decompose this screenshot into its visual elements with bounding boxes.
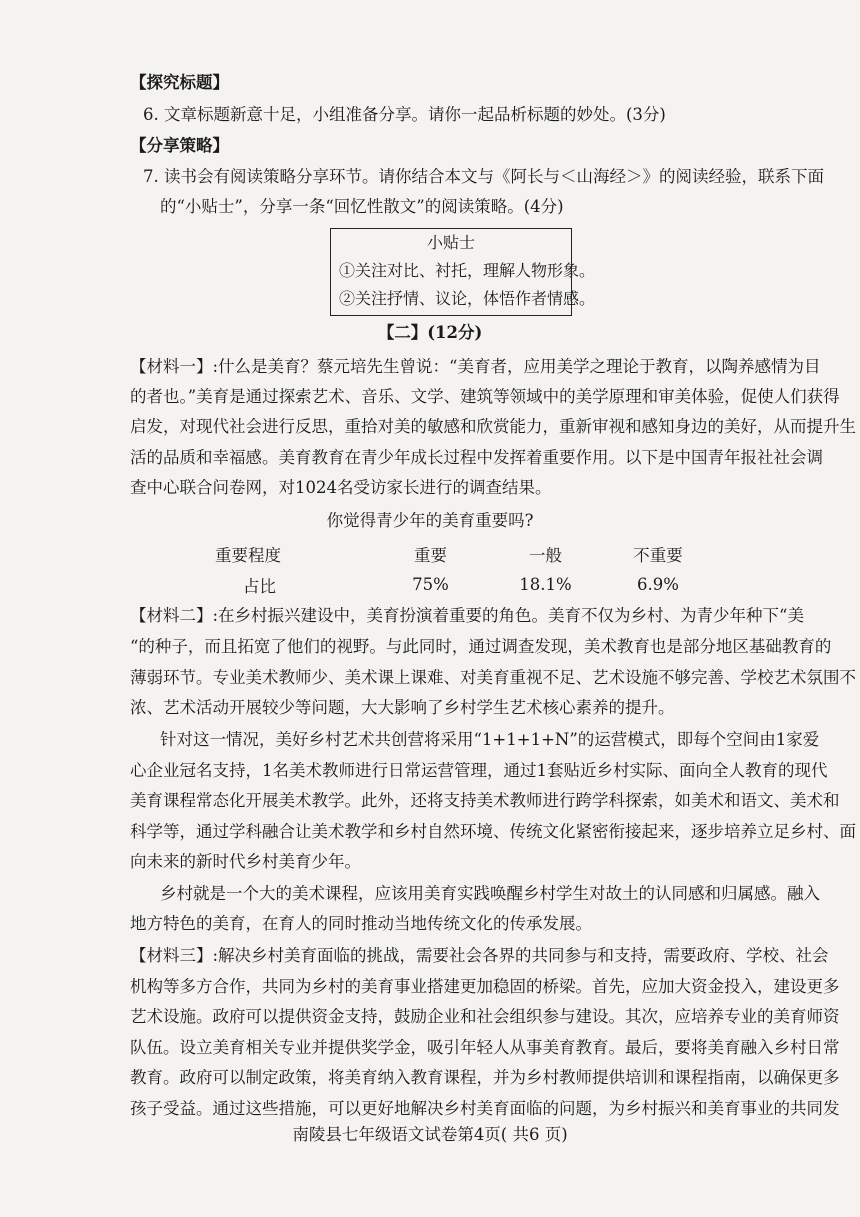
- material-2-line: “的种子，而且拓宽了他们的视野。与此同时，通过调查发现，美术教育也是部分地区基础教育的: [130, 637, 832, 656]
- survey-value-cell: 6.9%: [637, 575, 679, 594]
- material-2-line: 薄弱环节。专业美术教师少、美术课上课难、对美育重视不足、艺术设施不够完善、学校艺术氛围不: [130, 668, 856, 687]
- material-2-p2-line: 向未来的新时代乡村美育少年。: [130, 852, 361, 871]
- material-1-line: 的者也。”美育是通过探索艺术、音乐、文学、建筑等领域中的美学原理和审美体验，促使人们获得: [130, 387, 840, 406]
- survey-value-cell: 75%: [412, 575, 449, 594]
- survey-question: 你觉得青少年的美育重要吗?: [326, 511, 534, 530]
- tips-title: 小贴士: [426, 233, 475, 252]
- tips-item: ②关注抒情、议论，体悟作者情感。: [339, 289, 596, 308]
- material-3-line: 教育。政府可以制定政策，将美育纳入教育课程，并为乡村教师提供培训和课程指南，以确保更多: [130, 1068, 840, 1087]
- material-3-line: 孩子受益。通过这些措施，可以更好地解决乡村美育面临的问题，为乡村振兴和美育事业的共同发: [130, 1099, 840, 1118]
- survey-header-cell: 不重要: [633, 545, 683, 565]
- material-3-line: 艺术设施。政府可以提供资金支持，鼓励企业和社会组织参与建设。其次，应培养专业的美育师资: [130, 1007, 840, 1026]
- material-1-line: 【材料一】:什么是美育？蔡元培先生曾说：“美育者，应用美学之理论于教育，以陶养感情为目: [130, 357, 821, 376]
- material-2-p3-line: 乡村就是一个大的美术课程，应该用美育实践唤醒乡村学生对故土的认同感和归属感。融入: [160, 884, 820, 903]
- material-2-p2-line: 心企业冠名支持，1名美术教师进行日常运营管理，通过1套贴近乡村实际、面向全人教育的现代: [130, 761, 828, 780]
- material-2-line: 【材料二】:在乡村振兴建设中，美育扮演着重要的角色。美育不仅为乡村、为青少年种下“美: [130, 606, 804, 625]
- material-2-p2-line: 科学等，通过学科融合让美术教学和乡村自然环境、传统文化紧密衔接起来，逐步培养立足乡村、面: [130, 822, 856, 841]
- material-2-p3-line: 地方特色的美育，在育人的同时推动当地传统文化的传承发展。: [130, 914, 592, 933]
- material-1-line: 活的品质和幸福感。美育教育在青少年成长过程中发挥着重要作用。以下是中国青年报社社会调: [130, 448, 823, 467]
- tips-item: ①关注对比、衬托，理解人物形象。: [339, 261, 596, 280]
- survey-header-cell: 重要程度: [215, 545, 281, 565]
- section-share-title: 【分享策略】: [130, 136, 229, 155]
- page-footer: 南陵县七年级语文试卷第4页( 共6 页): [292, 1125, 568, 1144]
- survey-table: [215, 538, 713, 600]
- survey-header-row: [215, 538, 713, 569]
- material-3-line: 【材料三】:解决乡村美育面临的挑战，需要社会各界的共同参与和支持，需要政府、学校、社会: [130, 946, 829, 965]
- survey-value-cell: 占比: [243, 576, 276, 596]
- survey-header-cell: 一般: [529, 545, 562, 565]
- material-2-p2-line: 针对这一情况，美好乡村艺术共创营将采用“1+1+1+N”的运营模式，即每个空间由1家爱: [160, 730, 820, 749]
- material-3-line: 队伍。设立美育相关专业并提供奖学金，吸引年轻人从事美育教育。最后，要将美育融入乡村日常: [130, 1038, 840, 1057]
- material-3-line: 机构等多方合作，共同为乡村的美育事业搭建更加稳固的桥梁。首先，应加大资金投入，建设更多: [130, 977, 840, 996]
- question-7-line-1: 7. 读书会有阅读策略分享环节。请你结合本文与《阿长与＜山海经＞》的阅读经验，联系下面: [143, 167, 824, 186]
- tips-box: [330, 228, 596, 316]
- survey-value-row: [215, 569, 713, 600]
- question-6: 6. 文章标题新意十足，小组准备分享。请你一起品析标题的妙处。(3分): [143, 105, 666, 124]
- survey-header-cell: 重要: [414, 545, 447, 565]
- part-2-heading: 【二】(12分): [377, 323, 483, 342]
- material-2-p2-line: 美育课程常态化开展美术教学。此外，还将支持美术教师进行跨学科探索，如美术和语文、美术和: [130, 791, 840, 810]
- question-7-line-2: 的“小贴士”，分享一条“回忆性散文”的阅读策略。(4分): [160, 197, 564, 216]
- survey-value-cell: 18.1%: [519, 575, 572, 594]
- section-explore-title: 【探究标题】: [130, 73, 229, 92]
- material-1-line: 启发，对现代社会进行反思，重拾对美的敏感和欣赏能力，重新审视和感知身边的美好，从而提升生: [130, 417, 856, 436]
- material-2-line: 浓、艺术活动开展较少等问题，大大影响了乡村学生艺术核心素养的提升。: [130, 698, 675, 717]
- material-1-line: 查中心联合问卷网，对1024名受访家长进行的调查结果。: [130, 478, 552, 497]
